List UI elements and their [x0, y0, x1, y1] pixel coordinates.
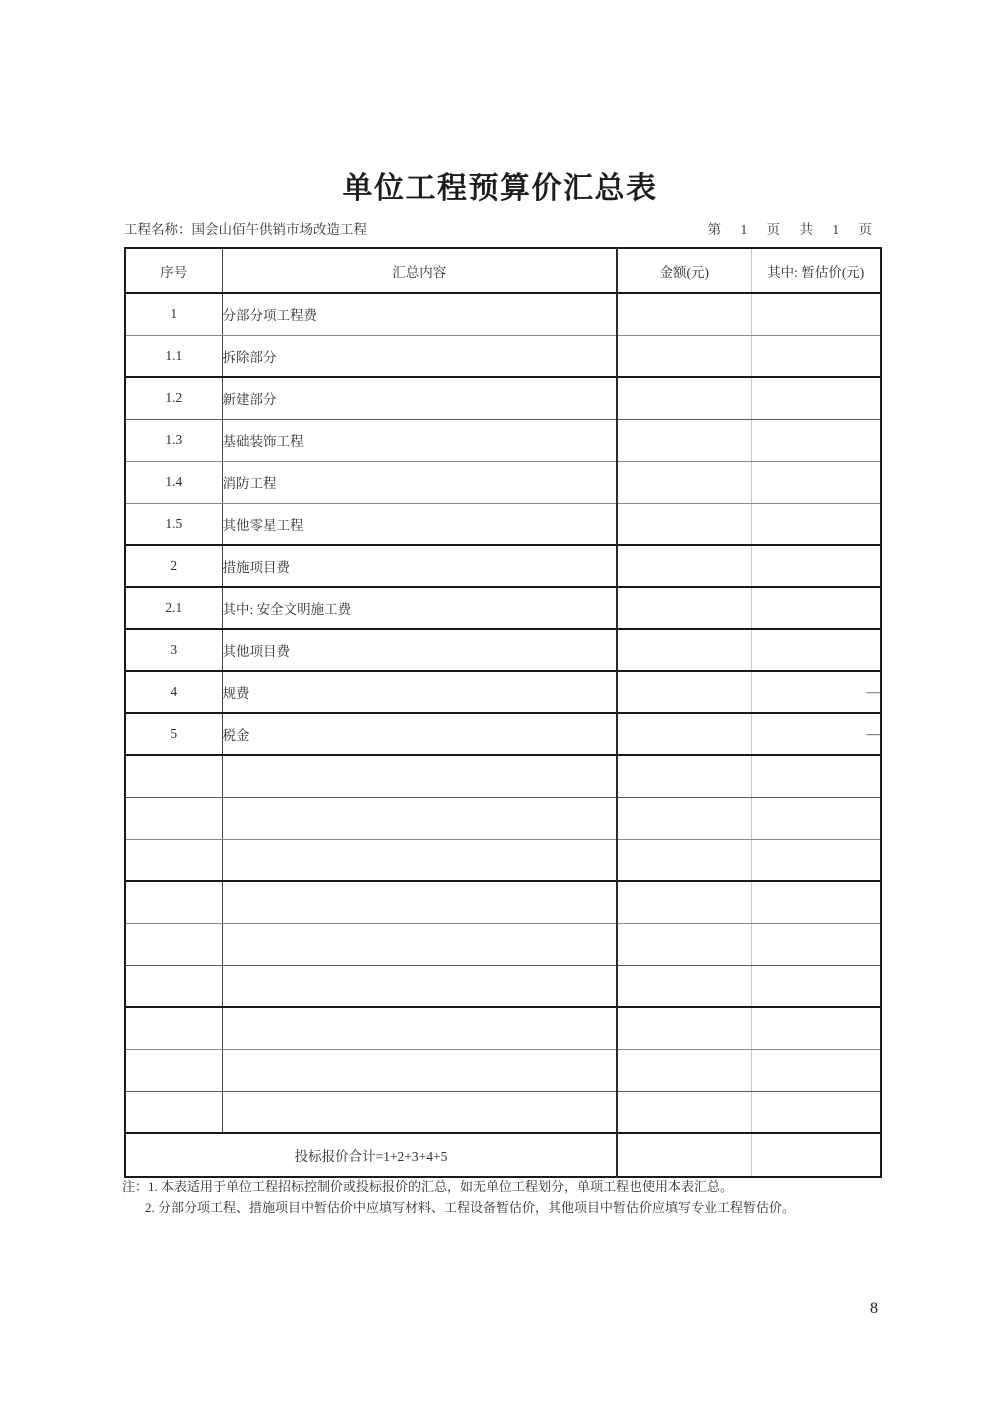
row-content-cell: 拆除部分: [222, 335, 617, 377]
table-row: [125, 419, 881, 461]
table-row-empty: [125, 755, 881, 797]
column-header-amount: 金额(元): [617, 248, 751, 293]
row-amount-cell: [617, 377, 751, 419]
table-row: [125, 671, 881, 713]
row-content-cell: [222, 881, 617, 923]
row-no-cell: 2: [125, 545, 222, 587]
row-estimate-cell: [751, 503, 881, 545]
row-amount-cell: [617, 881, 751, 923]
row-content-cell: [222, 1007, 617, 1049]
row-no-cell: 1.5: [125, 503, 222, 545]
row-content-cell: [222, 923, 617, 965]
table-row: [125, 377, 881, 419]
table-row-empty: [125, 881, 881, 923]
row-estimate-cell: [751, 965, 881, 1007]
row-no-cell: [125, 923, 222, 965]
row-content-cell: 消防工程: [222, 461, 617, 503]
row-estimate-cell: [751, 545, 881, 587]
row-content-cell: 基础装饰工程: [222, 419, 617, 461]
row-no-cell: [125, 965, 222, 1007]
row-amount-cell: [617, 461, 751, 503]
row-amount-cell: [617, 419, 751, 461]
row-content-cell: 规费: [222, 671, 617, 713]
row-estimate-cell: [751, 461, 881, 503]
row-estimate-cell: [751, 1007, 881, 1049]
row-amount-cell: [617, 1091, 751, 1133]
page-indicator: 第 1 页 共 1 页: [707, 222, 880, 237]
row-no-cell: 3: [125, 629, 222, 671]
row-no-cell: [125, 1091, 222, 1133]
row-content-cell: 税金: [222, 713, 617, 755]
row-no-cell: [125, 1007, 222, 1049]
row-no-cell: [125, 881, 222, 923]
table-row: [125, 503, 881, 545]
column-header-no: 序号: [125, 248, 222, 293]
row-content-cell: [222, 755, 617, 797]
table-row: [125, 293, 881, 335]
row-amount-cell: [617, 1007, 751, 1049]
table-row: [125, 587, 881, 629]
row-no-cell: [125, 755, 222, 797]
row-no-cell: 2.1: [125, 587, 222, 629]
table-footer-row: [125, 1133, 881, 1177]
row-amount-cell: [617, 335, 751, 377]
row-estimate-cell: [751, 881, 881, 923]
table-row-empty: [125, 797, 881, 839]
meta-row: [124, 218, 880, 238]
row-no-cell: [125, 797, 222, 839]
row-estimate-cell: [751, 419, 881, 461]
row-estimate-cell: [751, 293, 881, 335]
row-amount-cell: [617, 755, 751, 797]
table-row-empty: [125, 965, 881, 1007]
footnotes: [122, 1177, 882, 1219]
table-row-empty: [125, 839, 881, 881]
row-content-cell: [222, 965, 617, 1007]
table-row-empty: [125, 1091, 881, 1133]
row-amount-cell: [617, 965, 751, 1007]
row-content-cell: 新建部分: [222, 377, 617, 419]
row-amount-cell: [617, 839, 751, 881]
row-amount-cell: [617, 713, 751, 755]
row-no-cell: 1.3: [125, 419, 222, 461]
row-content-cell: 其中: 安全文明施工费: [222, 587, 617, 629]
table-row-empty: [125, 1007, 881, 1049]
row-amount-cell: [617, 587, 751, 629]
project-name: 工程名称：国会山佰午供销市场改造工程: [124, 222, 367, 237]
row-no-cell: 1: [125, 293, 222, 335]
row-content-cell: [222, 1091, 617, 1133]
footnote-line-1: 注：1. 本表适用于单位工程招标控制价或投标报价的汇总，如无单位工程划分，单项工程也使用本表汇总。: [122, 1179, 734, 1194]
row-amount-cell: [617, 797, 751, 839]
row-content-cell: 其他零星工程: [222, 503, 617, 545]
column-header-content: 汇总内容: [222, 248, 617, 293]
row-content-cell: 措施项目费: [222, 545, 617, 587]
row-no-cell: 1.1: [125, 335, 222, 377]
row-no-cell: [125, 839, 222, 881]
row-no-cell: 1.4: [125, 461, 222, 503]
row-estimate-cell: [751, 1091, 881, 1133]
table-row-empty: [125, 923, 881, 965]
summary-table: [124, 247, 882, 1178]
row-estimate-cell: —: [751, 671, 881, 713]
row-content-cell: 其他项目费: [222, 629, 617, 671]
row-amount-cell: [617, 1049, 751, 1091]
row-estimate-cell: [751, 797, 881, 839]
row-amount-cell: [617, 923, 751, 965]
footer-amount-cell: [617, 1133, 751, 1177]
row-estimate-cell: —: [751, 713, 881, 755]
row-no-cell: 1.2: [125, 377, 222, 419]
footnote-line-2: 2. 分部分项工程、措施项目中暂估价中应填写材料、工程设备暂估价，其他项目中暂估价应填写专业工程暂估价。: [145, 1199, 796, 1215]
row-amount-cell: [617, 671, 751, 713]
table-row-empty: [125, 1049, 881, 1091]
row-no-cell: [125, 1049, 222, 1091]
row-content-cell: [222, 839, 617, 881]
column-header-estimate: 其中: 暂估价(元): [751, 248, 881, 293]
row-estimate-cell: [751, 839, 881, 881]
row-no-cell: 4: [125, 671, 222, 713]
table-row: [125, 545, 881, 587]
row-amount-cell: [617, 293, 751, 335]
table-row: [125, 335, 881, 377]
row-estimate-cell: [751, 923, 881, 965]
page-number: 8: [870, 1300, 878, 1317]
row-estimate-cell: [751, 1049, 881, 1091]
row-estimate-cell: [751, 587, 881, 629]
row-amount-cell: [617, 503, 751, 545]
row-estimate-cell: [751, 335, 881, 377]
row-amount-cell: [617, 629, 751, 671]
total-formula-cell: 投标报价合计=1+2+3+4+5: [125, 1133, 617, 1177]
row-amount-cell: [617, 545, 751, 587]
footer-estimate-cell: [751, 1133, 881, 1177]
row-estimate-cell: [751, 629, 881, 671]
row-no-cell: 5: [125, 713, 222, 755]
table-row: [125, 461, 881, 503]
row-content-cell: [222, 797, 617, 839]
row-content-cell: [222, 1049, 617, 1091]
row-estimate-cell: [751, 377, 881, 419]
page-title: 单位工程预算价汇总表: [342, 172, 658, 205]
row-content-cell: 分部分项工程费: [222, 293, 617, 335]
table-header-row: [125, 248, 881, 293]
table-row: [125, 713, 881, 755]
row-estimate-cell: [751, 755, 881, 797]
table-row: [125, 629, 881, 671]
